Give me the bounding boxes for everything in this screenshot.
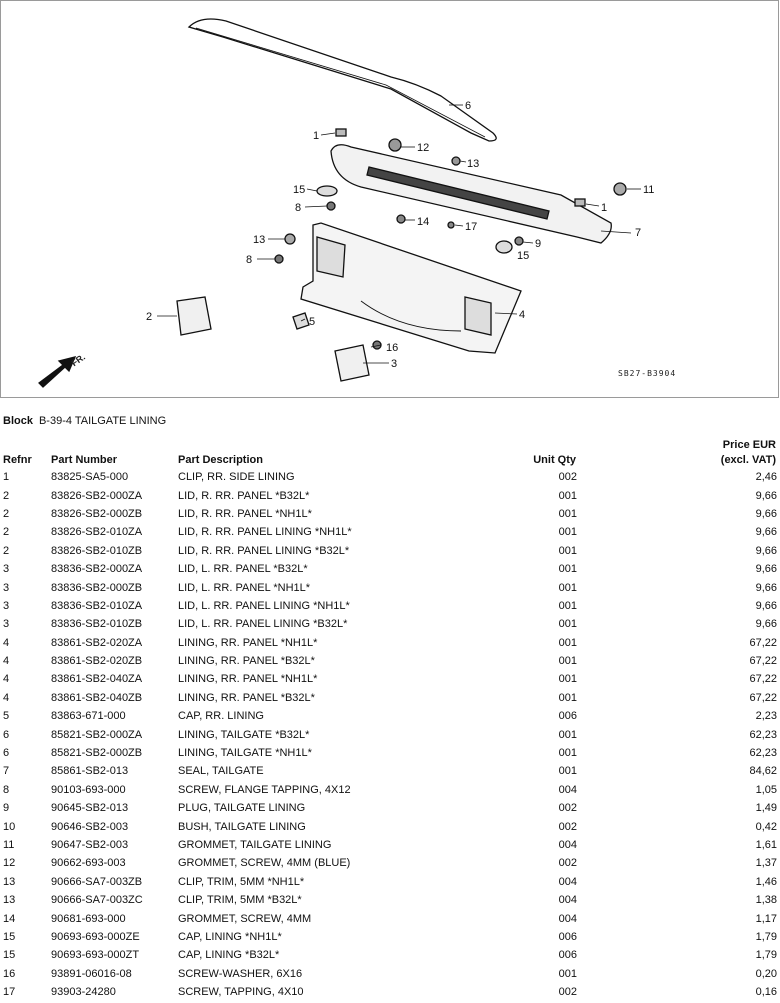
cell-unit-qty: 002 bbox=[558, 986, 577, 999]
table-row[interactable] bbox=[0, 817, 780, 835]
cell-price: 1,38 bbox=[755, 894, 777, 907]
cell-part-number: 90662-693-003 bbox=[51, 857, 126, 870]
cell-price: 9,66 bbox=[755, 544, 777, 557]
cell-refnr: 3 bbox=[3, 563, 10, 576]
header-part-number: Part Number bbox=[51, 454, 118, 466]
direction-label: FR. bbox=[69, 351, 88, 369]
cell-price: 2,46 bbox=[755, 471, 777, 484]
table-row[interactable] bbox=[0, 505, 780, 523]
cell-unit-qty: 004 bbox=[558, 875, 577, 888]
cell-part-number: 83836-SB2-010ZB bbox=[51, 618, 143, 631]
seal-tailgate-shape bbox=[189, 19, 496, 141]
block-name: B-39-4 TAILGATE LINING bbox=[38, 415, 167, 427]
cell-part-description: LID, R. RR. PANEL LINING *B32L* bbox=[178, 544, 350, 557]
callout-3: 3 bbox=[391, 358, 398, 370]
cell-part-number: 83861-SB2-040ZB bbox=[51, 691, 143, 704]
cell-unit-qty: 002 bbox=[558, 802, 577, 815]
cell-part-description: LINING, RR. PANEL *NH1L* bbox=[178, 673, 318, 686]
cell-unit-qty: 001 bbox=[558, 489, 577, 502]
cell-price: 9,66 bbox=[755, 599, 777, 612]
cell-refnr: 12 bbox=[3, 857, 16, 870]
cell-part-number: 90693-693-000ZE bbox=[51, 930, 140, 943]
cell-part-description: CLIP, RR. SIDE LINING bbox=[178, 471, 295, 484]
cell-price: 1,17 bbox=[755, 912, 777, 925]
cell-refnr: 3 bbox=[3, 618, 10, 631]
table-row[interactable] bbox=[0, 744, 780, 762]
cell-part-description: GROMMET, TAILGATE LINING bbox=[178, 839, 332, 851]
cell-unit-qty: 004 bbox=[558, 912, 577, 925]
cell-unit-qty: 001 bbox=[558, 618, 577, 631]
screw-17-shape bbox=[448, 222, 454, 228]
callout-1a: 1 bbox=[313, 130, 320, 142]
cell-unit-qty: 001 bbox=[558, 563, 577, 576]
table-row[interactable] bbox=[0, 799, 780, 817]
cell-part-description: LID, L. RR. PANEL *NH1L* bbox=[178, 581, 311, 594]
cell-part-description: CLIP, TRIM, 5MM *B32L* bbox=[178, 894, 302, 907]
cell-part-number: 90645-SB2-013 bbox=[51, 802, 129, 815]
cell-refnr: 11 bbox=[3, 839, 15, 851]
table-row[interactable] bbox=[0, 725, 780, 743]
cell-refnr: 9 bbox=[3, 802, 10, 815]
cell-part-number: 83836-SB2-010ZA bbox=[51, 599, 143, 612]
cell-part-description: CAP, LINING *B32L* bbox=[178, 949, 280, 962]
callout-2: 2 bbox=[146, 311, 153, 323]
cell-part-number: 83861-SB2-020ZB bbox=[51, 655, 143, 668]
cell-price: 67,22 bbox=[749, 673, 777, 686]
table-row[interactable] bbox=[0, 652, 780, 670]
cell-price: 67,22 bbox=[749, 636, 777, 649]
cell-unit-qty: 001 bbox=[558, 967, 577, 980]
cell-part-number: 83863-671-000 bbox=[51, 710, 126, 723]
callout-5: 5 bbox=[309, 316, 316, 328]
cell-part-description: LINING, TAILGATE *B32L* bbox=[178, 728, 310, 741]
screw-8a-shape bbox=[327, 202, 335, 210]
table-row[interactable] bbox=[0, 836, 780, 854]
cell-price: 1,79 bbox=[755, 930, 777, 943]
cell-part-description: LINING, RR. PANEL *B32L* bbox=[178, 691, 315, 704]
cell-unit-qty: 006 bbox=[558, 949, 577, 962]
callout-13: 14 bbox=[417, 216, 430, 228]
lid-right-shape bbox=[177, 297, 211, 335]
cell-part-description: CAP, RR. LINING bbox=[178, 710, 264, 723]
cell-refnr: 5 bbox=[3, 710, 10, 723]
cell-unit-qty: 004 bbox=[558, 783, 577, 796]
table-row[interactable] bbox=[0, 854, 780, 872]
callout-14: 13 bbox=[253, 234, 266, 246]
screw-8b-shape bbox=[275, 255, 283, 263]
cell-refnr: 4 bbox=[3, 655, 10, 668]
cell-part-number: 83836-SB2-000ZA bbox=[51, 563, 143, 576]
cell-refnr: 1 bbox=[3, 471, 10, 484]
table-row[interactable] bbox=[0, 909, 780, 927]
cell-part-number: 83826-SB2-010ZB bbox=[51, 544, 143, 557]
clip-1a-shape bbox=[336, 129, 346, 136]
parts-table-body bbox=[0, 468, 780, 1001]
table-row[interactable] bbox=[0, 542, 780, 560]
cell-part-description: LINING, RR. PANEL *NH1L* bbox=[178, 636, 318, 649]
callout-7: 6 bbox=[465, 100, 472, 112]
cell-unit-qty: 002 bbox=[558, 471, 577, 484]
cell-price: 1,46 bbox=[755, 875, 777, 888]
header-part-description: Part Description bbox=[178, 454, 263, 466]
exploded-view-drawing bbox=[1, 1, 779, 398]
cell-part-number: 90647-SB2-003 bbox=[51, 839, 129, 851]
cell-unit-qty: 002 bbox=[558, 820, 577, 833]
cell-part-description: BUSH, TAILGATE LINING bbox=[178, 820, 306, 833]
cell-part-number: 90666-SA7-003ZB bbox=[51, 875, 143, 888]
table-row[interactable] bbox=[0, 468, 780, 486]
grommet-12-shape bbox=[452, 157, 460, 165]
table-row[interactable] bbox=[0, 873, 780, 891]
cell-part-number: 90693-693-000ZT bbox=[51, 949, 140, 962]
callout-6: 7 bbox=[635, 227, 642, 239]
cell-part-description: LID, L. RR. PANEL LINING *B32L* bbox=[178, 618, 348, 631]
block-heading bbox=[3, 415, 166, 427]
cell-part-description: LINING, TAILGATE *NH1L* bbox=[178, 747, 312, 760]
table-row[interactable] bbox=[0, 670, 780, 688]
cell-price: 62,23 bbox=[749, 728, 777, 741]
cell-part-number: 90103-693-000 bbox=[51, 783, 126, 796]
header-unit-qty: Unit Qty bbox=[533, 454, 576, 466]
cell-part-description: SCREW, TAPPING, 4X10 bbox=[178, 986, 304, 999]
cell-price: 0,20 bbox=[755, 967, 777, 980]
cell-refnr: 15 bbox=[3, 949, 16, 962]
cell-refnr: 4 bbox=[3, 636, 10, 649]
cell-refnr: 15 bbox=[3, 930, 16, 943]
table-row[interactable] bbox=[0, 891, 780, 909]
callout-4: 4 bbox=[519, 309, 526, 321]
cell-price: 1,61 bbox=[755, 839, 777, 851]
cell-part-description: LINING, RR. PANEL *B32L* bbox=[178, 655, 315, 668]
cell-refnr: 13 bbox=[3, 875, 16, 888]
cell-price: 9,66 bbox=[755, 618, 777, 631]
cell-unit-qty: 001 bbox=[558, 507, 577, 520]
table-header-row bbox=[0, 434, 780, 468]
cell-part-description: SCREW-WASHER, 6X16 bbox=[178, 967, 303, 980]
cell-part-number: 83826-SB2-000ZA bbox=[51, 489, 143, 502]
cell-refnr: 10 bbox=[3, 820, 16, 833]
cell-unit-qty: 004 bbox=[558, 894, 577, 907]
table-row[interactable] bbox=[0, 762, 780, 780]
callout-9: 9 bbox=[535, 238, 542, 250]
cell-price: 1,37 bbox=[755, 857, 777, 870]
cell-part-description: LID, R. RR. PANEL *B32L* bbox=[178, 489, 310, 502]
cell-price: 67,22 bbox=[749, 655, 777, 668]
cell-part-number: 93891-06016-08 bbox=[51, 967, 132, 980]
cell-part-description: GROMMET, SCREW, 4MM bbox=[178, 912, 312, 925]
cap-15a-shape bbox=[317, 186, 337, 196]
callout-12: 13 bbox=[467, 158, 480, 170]
table-row[interactable] bbox=[0, 615, 780, 633]
cell-price: 62,23 bbox=[749, 747, 777, 760]
cell-part-description: CAP, LINING *NH1L* bbox=[178, 930, 282, 943]
header-price-line2: (excl. VAT) bbox=[720, 454, 776, 466]
cell-price: 84,62 bbox=[749, 765, 777, 778]
cell-price: 0,16 bbox=[755, 986, 777, 999]
cell-refnr: 6 bbox=[3, 747, 10, 760]
header-refnr: Refnr bbox=[3, 454, 32, 466]
cell-part-number: 83826-SB2-000ZB bbox=[51, 507, 143, 520]
cell-refnr: 7 bbox=[3, 765, 10, 778]
callout-10: 11 bbox=[643, 184, 655, 196]
cell-part-number: 83826-SB2-010ZA bbox=[51, 526, 143, 539]
cell-part-number: 90681-693-000 bbox=[51, 912, 126, 925]
cell-refnr: 2 bbox=[3, 489, 10, 502]
plug-9-shape bbox=[515, 237, 523, 245]
cell-refnr: 17 bbox=[3, 986, 16, 999]
header-price-line1: Price EUR bbox=[722, 439, 776, 451]
cell-part-number: 90666-SA7-003ZC bbox=[51, 894, 143, 907]
callout-17: 17 bbox=[465, 221, 478, 233]
cell-unit-qty: 001 bbox=[558, 728, 577, 741]
cell-unit-qty: 004 bbox=[558, 839, 577, 851]
diagram-reference-code: SB27-B3904 bbox=[618, 369, 677, 378]
header-price bbox=[580, 434, 780, 468]
table-row[interactable] bbox=[0, 965, 780, 983]
callout-1b: 1 bbox=[601, 202, 608, 214]
table-row[interactable] bbox=[0, 486, 780, 504]
table-row[interactable] bbox=[0, 946, 780, 964]
cell-unit-qty: 001 bbox=[558, 691, 577, 704]
cell-part-description: SCREW, FLANGE TAPPING, 4X12 bbox=[178, 783, 351, 796]
cap-15b-shape bbox=[496, 241, 512, 253]
callout-15b: 15 bbox=[517, 250, 530, 262]
cell-unit-qty: 001 bbox=[558, 673, 577, 686]
cell-part-description: PLUG, TAILGATE LINING bbox=[178, 802, 306, 815]
grommet-11-shape bbox=[389, 139, 401, 151]
cell-part-description: LID, L. RR. PANEL *B32L* bbox=[178, 563, 308, 576]
table-row[interactable] bbox=[0, 560, 780, 578]
callout-16: 16 bbox=[386, 342, 399, 354]
cell-unit-qty: 006 bbox=[558, 710, 577, 723]
cell-part-number: 85821-SB2-000ZB bbox=[51, 747, 143, 760]
block-label: Block bbox=[3, 415, 33, 427]
cell-price: 9,66 bbox=[755, 507, 777, 520]
cell-price: 1,05 bbox=[755, 783, 777, 796]
cell-refnr: 16 bbox=[3, 967, 16, 980]
cell-part-number: 93903-24280 bbox=[51, 986, 116, 999]
cell-unit-qty: 001 bbox=[558, 655, 577, 668]
cell-refnr: 2 bbox=[3, 526, 10, 539]
cell-part-number: 83861-SB2-040ZA bbox=[51, 673, 143, 686]
cell-part-description: LID, R. RR. PANEL LINING *NH1L* bbox=[178, 526, 352, 539]
cell-unit-qty: 001 bbox=[558, 544, 577, 557]
cell-refnr: 14 bbox=[3, 912, 16, 925]
clip-13-shape bbox=[397, 215, 405, 223]
cell-price: 1,49 bbox=[755, 802, 777, 815]
cell-part-description: SEAL, TAILGATE bbox=[178, 765, 264, 778]
cell-part-description: GROMMET, SCREW, 4MM (BLUE) bbox=[178, 857, 351, 870]
cell-refnr: 8 bbox=[3, 783, 10, 796]
cell-refnr: 2 bbox=[3, 544, 10, 557]
table-row[interactable] bbox=[0, 689, 780, 707]
cell-refnr: 4 bbox=[3, 691, 10, 704]
cell-part-number: 83861-SB2-020ZA bbox=[51, 636, 143, 649]
table-row[interactable] bbox=[0, 928, 780, 946]
cell-refnr: 6 bbox=[3, 728, 10, 741]
cell-price: 1,79 bbox=[755, 949, 777, 962]
callout-11: 12 bbox=[417, 142, 430, 154]
cell-unit-qty: 001 bbox=[558, 747, 577, 760]
clip-1b-shape bbox=[575, 199, 585, 206]
table-row[interactable] bbox=[0, 707, 780, 725]
cell-unit-qty: 006 bbox=[558, 930, 577, 943]
cell-part-number: 85861-SB2-013 bbox=[51, 765, 129, 778]
cell-part-number: 83825-SA5-000 bbox=[51, 471, 129, 484]
callout-8a: 8 bbox=[295, 202, 302, 214]
cell-price: 9,66 bbox=[755, 581, 777, 594]
cell-price: 67,22 bbox=[749, 691, 777, 704]
cell-price: 9,66 bbox=[755, 563, 777, 576]
parts-table bbox=[0, 434, 780, 1001]
table-row[interactable] bbox=[0, 597, 780, 615]
cell-unit-qty: 001 bbox=[558, 526, 577, 539]
cell-unit-qty: 001 bbox=[558, 599, 577, 612]
cell-refnr: 2 bbox=[3, 507, 10, 520]
cell-refnr: 13 bbox=[3, 894, 16, 907]
cell-part-number: 83836-SB2-000ZB bbox=[51, 581, 143, 594]
table-row[interactable] bbox=[0, 634, 780, 652]
grommet-14-shape bbox=[285, 234, 295, 244]
cell-price: 9,66 bbox=[755, 489, 777, 502]
cell-unit-qty: 002 bbox=[558, 857, 577, 870]
cell-unit-qty: 001 bbox=[558, 765, 577, 778]
table-row[interactable] bbox=[0, 578, 780, 596]
bush-10-shape bbox=[614, 183, 626, 195]
cell-part-number: 85821-SB2-000ZA bbox=[51, 728, 143, 741]
table-row[interactable] bbox=[0, 523, 780, 541]
cell-price: 2,23 bbox=[755, 710, 777, 723]
cell-part-number: 90646-SB2-003 bbox=[51, 820, 129, 833]
callout-15a: 15 bbox=[293, 184, 306, 196]
cell-refnr: 3 bbox=[3, 581, 10, 594]
cell-unit-qty: 001 bbox=[558, 636, 577, 649]
cell-price: 9,66 bbox=[755, 526, 777, 539]
callout-8b: 8 bbox=[246, 254, 253, 266]
cell-refnr: 4 bbox=[3, 673, 10, 686]
table-row[interactable] bbox=[0, 781, 780, 799]
cell-price: 0,42 bbox=[755, 820, 777, 833]
cell-unit-qty: 001 bbox=[558, 581, 577, 594]
cell-refnr: 3 bbox=[3, 599, 10, 612]
cell-part-description: CLIP, TRIM, 5MM *NH1L* bbox=[178, 875, 305, 888]
cell-part-description: LID, R. RR. PANEL *NH1L* bbox=[178, 507, 312, 520]
parts-diagram bbox=[0, 0, 779, 398]
table-row[interactable] bbox=[0, 983, 780, 1001]
cell-part-description: LID, L. RR. PANEL LINING *NH1L* bbox=[178, 599, 350, 612]
